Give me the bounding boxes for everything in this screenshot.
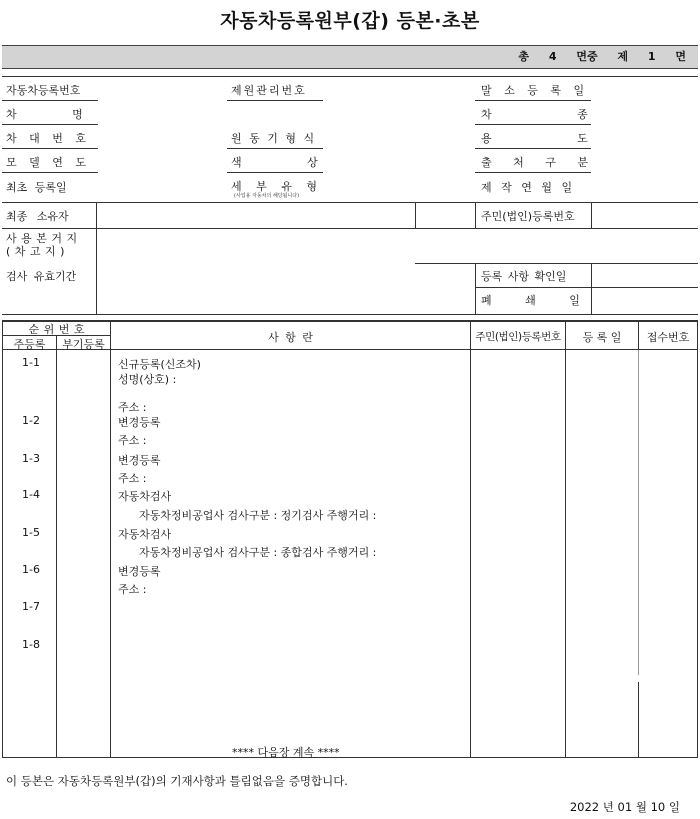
entry-1-2-number: 1-2 bbox=[22, 414, 40, 427]
col-id: 주민(법인)등록번호 bbox=[475, 331, 561, 343]
entry-1-5-line: 자동차검사 bbox=[118, 528, 172, 541]
col-order: 순 위 번 호 bbox=[28, 323, 85, 336]
document-title: 자동차등록원부(갑) 등본·초본 bbox=[220, 10, 480, 32]
label-final-owner: 최종 소유자 bbox=[6, 210, 69, 223]
entry-1-3-line: 주소 : bbox=[118, 472, 147, 485]
col-date: 등 록 일 bbox=[582, 331, 622, 344]
entry-1-6-line: 변경등록 bbox=[118, 565, 161, 578]
label-detail-type: 세 부 유 형 bbox=[231, 180, 317, 193]
certification-text: 이 등본은 자동차등록원부(갑)의 기재사항과 틀림없음을 증명합니다. bbox=[6, 774, 348, 788]
entry-1-4-number: 1-4 bbox=[22, 488, 40, 501]
page-info: 총 4 면중 제 1 면 bbox=[518, 50, 686, 63]
entry-1-6-line: 주소 : bbox=[118, 583, 147, 596]
label-first-reg-date: 최초 등록일 bbox=[6, 181, 67, 194]
entry-1-1-line: 신규등록(신조차) bbox=[118, 358, 201, 371]
label-manufacture-date: 제 작 연 월 일 bbox=[481, 181, 573, 194]
entry-1-8-number: 1-8 bbox=[22, 638, 40, 651]
label-deregistration-date: 말 소 등 록 일 bbox=[481, 84, 585, 97]
entry-1-2-line: 변경등록 bbox=[118, 416, 161, 429]
entry-1-4-line: 자동차정비공업사 검사구분 : 정기검사 주행거리 : bbox=[118, 509, 377, 522]
entry-1-7-number: 1-7 bbox=[22, 600, 40, 613]
continue-note: **** 다음장 계속 **** bbox=[232, 746, 340, 759]
label-base-location: 사 용 본 거 지 ( 차 고 지 ) bbox=[6, 232, 78, 258]
col-sub-reg: 부기등록 bbox=[62, 338, 105, 351]
label-source-type: 출 처 구 분 bbox=[481, 156, 588, 169]
label-reg-number: 자동차등록번호 bbox=[6, 84, 81, 97]
label-owner-id: 주민(법인)등록번호 bbox=[481, 210, 575, 223]
entry-1-3-number: 1-3 bbox=[22, 452, 40, 465]
entry-1-1-line: 주소 : bbox=[118, 401, 147, 414]
label-closure-date: 폐 쇄 일 bbox=[481, 294, 580, 307]
label-inspection-period: 검사 유효기간 bbox=[6, 270, 77, 283]
label-usage: 용 도 bbox=[481, 132, 588, 145]
label-vehicle-type: 차 종 bbox=[481, 108, 588, 121]
col-items: 사 항 란 bbox=[268, 331, 313, 344]
label-detail-type-note: (사업용 자동차의 해당됩니다) bbox=[234, 193, 300, 199]
entry-1-2-line: 주소 : bbox=[118, 434, 147, 447]
label-reg-confirm-date: 등록 사항 확인일 bbox=[481, 270, 567, 283]
label-color: 색 상 bbox=[231, 156, 318, 169]
entry-1-5-number: 1-5 bbox=[22, 526, 40, 539]
label-model-year: 모 델 연 도 bbox=[6, 156, 86, 169]
label-chassis-number: 차 대 번 호 bbox=[6, 132, 86, 145]
entry-1-5-line: 자동차정비공업사 검사구분 : 종합검사 주행거리 : bbox=[118, 546, 377, 559]
entry-1-1-line: 성명(상호) : bbox=[118, 373, 177, 386]
entry-1-1-number: 1-1 bbox=[22, 356, 40, 369]
col-receipt: 접수번호 bbox=[646, 331, 690, 344]
col-main-reg: 주등록 bbox=[13, 338, 46, 351]
entry-1-4-line: 자동차검사 bbox=[118, 490, 172, 503]
label-vehicle-name: 차 명 bbox=[6, 108, 83, 121]
issue-date: 2022 년 01 월 10 일 bbox=[569, 800, 680, 814]
label-engine-type: 원 동 기 형 식 bbox=[231, 132, 315, 145]
entry-1-6-number: 1-6 bbox=[22, 563, 40, 576]
entry-1-3-line: 변경등록 bbox=[118, 454, 161, 467]
label-spec-mgmt-number: 제원관리번호 bbox=[231, 84, 307, 97]
